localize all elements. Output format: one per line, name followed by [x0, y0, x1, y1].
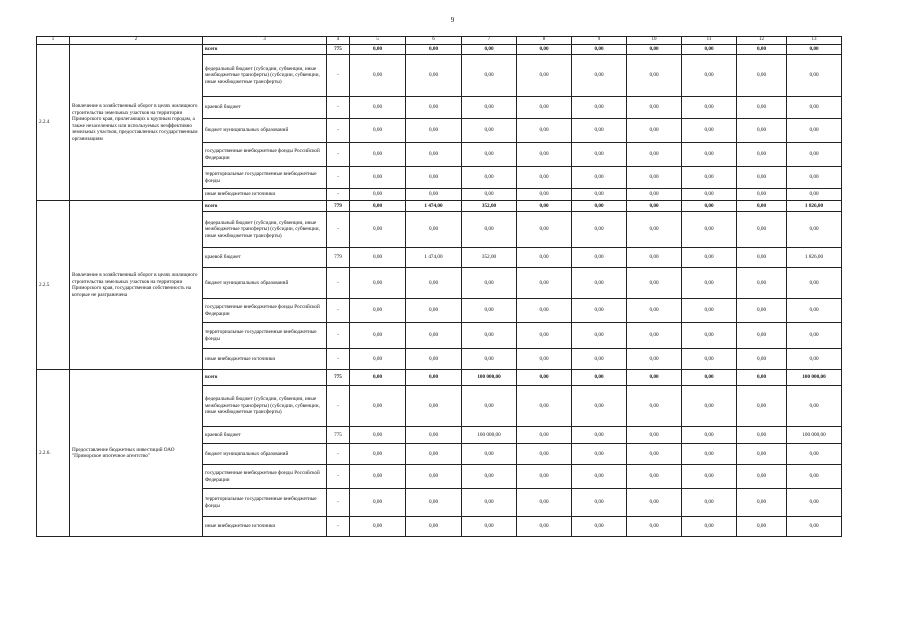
value-cell: 0,00	[517, 55, 572, 97]
item-code: 2.2.4	[37, 45, 70, 201]
funding-source: иные внебюджетные источники	[203, 517, 327, 537]
value-cell: 0,00	[627, 517, 682, 537]
value-cell: 0,00	[406, 349, 462, 370]
value-cell: 0,00	[572, 444, 627, 465]
value-cell: 0,00	[462, 167, 517, 189]
value-cell: 0,00	[737, 268, 787, 299]
value-cell: 0,00	[682, 268, 737, 299]
code-cell: 779	[327, 248, 350, 268]
funding-source: территориальные государственные внебюджетные фонды	[203, 489, 327, 517]
funding-source: территориальные государственные внебюджетные фонды	[203, 167, 327, 189]
value-cell: 0,00	[627, 201, 682, 212]
header-cell: 2	[70, 37, 203, 45]
funding-source: бюджет муниципальных образований	[203, 444, 327, 465]
value-cell: 0,00	[462, 489, 517, 517]
value-cell: 0,00	[350, 299, 406, 323]
value-cell: 0,00	[572, 299, 627, 323]
value-cell: 0,00	[572, 465, 627, 489]
value-cell: 0,00	[517, 323, 572, 349]
value-cell: 0,00	[572, 489, 627, 517]
value-cell: 0,00	[406, 323, 462, 349]
value-cell: 0,00	[682, 444, 737, 465]
value-cell: 0,00	[572, 427, 627, 444]
value-cell: 0,00	[737, 143, 787, 167]
header-cell: 10	[627, 37, 682, 45]
value-cell: 0,00	[737, 444, 787, 465]
value-cell: 0,00	[627, 489, 682, 517]
value-cell: 0,00	[517, 212, 572, 248]
value-cell: 0,00	[627, 444, 682, 465]
value-cell: 0,00	[350, 119, 406, 143]
value-cell: 0,00	[517, 427, 572, 444]
code-cell: -	[327, 97, 350, 119]
value-cell: 0,00	[737, 45, 787, 55]
value-cell: 0,00	[572, 386, 627, 427]
value-cell: 0,00	[350, 370, 406, 386]
value-cell: 0,00	[406, 268, 462, 299]
value-cell: 0,00	[572, 201, 627, 212]
value-cell: 0,00	[350, 55, 406, 97]
value-cell: 0,00	[572, 349, 627, 370]
value-cell: 0,00	[787, 517, 842, 537]
value-cell: 0,00	[572, 517, 627, 537]
value-cell: 0,00	[737, 517, 787, 537]
value-cell: 0,00	[350, 444, 406, 465]
value-cell: 0,00	[517, 489, 572, 517]
value-cell: 0,00	[406, 465, 462, 489]
value-cell: 0,00	[462, 55, 517, 97]
value-cell: 0,00	[572, 119, 627, 143]
code-cell: -	[327, 143, 350, 167]
value-cell: 0,00	[627, 349, 682, 370]
header-cell: 7	[462, 37, 517, 45]
value-cell: 0,00	[787, 386, 842, 427]
value-cell: 0,00	[682, 201, 737, 212]
value-cell: 0,00	[350, 97, 406, 119]
value-cell: 0,00	[517, 386, 572, 427]
value-cell: 0,00	[627, 248, 682, 268]
value-cell: 0,00	[627, 55, 682, 97]
value-cell: 0,00	[682, 143, 737, 167]
value-cell: 0,00	[737, 465, 787, 489]
funding-source: краевой бюджет	[203, 248, 327, 268]
value-cell: 0,00	[462, 349, 517, 370]
funding-source: федеральный бюджет (субсидии, субвенции, иные межбюджетные трансферты) (субсидии, субвенции, иные межбюджетные трансферты)	[203, 212, 327, 248]
value-cell: 0,00	[627, 323, 682, 349]
code-cell: -	[327, 268, 350, 299]
value-cell: 0,00	[627, 97, 682, 119]
value-cell: 0,00	[350, 201, 406, 212]
value-cell: 0,00	[517, 444, 572, 465]
value-cell: 0,00	[350, 248, 406, 268]
value-cell: 0,00	[787, 268, 842, 299]
value-cell: 0,00	[627, 386, 682, 427]
table-row	[37, 370, 842, 386]
funding-source: краевой бюджет	[203, 97, 327, 119]
value-cell: 0,00	[787, 167, 842, 189]
header-cell: 1	[37, 37, 70, 45]
value-cell: 0,00	[517, 45, 572, 55]
value-cell: 0,00	[350, 167, 406, 189]
value-cell: 0,00	[350, 349, 406, 370]
value-cell: 0,00	[350, 212, 406, 248]
value-cell: 1 474,00	[406, 201, 462, 212]
value-cell: 352,00	[462, 248, 517, 268]
value-cell: 0,00	[462, 45, 517, 55]
value-cell: 0,00	[406, 370, 462, 386]
code-cell: -	[327, 489, 350, 517]
value-cell: 0,00	[517, 268, 572, 299]
value-cell: 0,00	[406, 167, 462, 189]
value-cell: 0,00	[737, 212, 787, 248]
value-cell: 0,00	[350, 427, 406, 444]
item-code: 2.2.5	[37, 201, 70, 370]
funding-source: всего	[203, 201, 327, 212]
code-cell: -	[327, 55, 350, 97]
code-cell: -	[327, 349, 350, 370]
code-cell: -	[327, 119, 350, 143]
value-cell: 0,00	[737, 119, 787, 143]
value-cell: 0,00	[627, 212, 682, 248]
value-cell: 0,00	[462, 517, 517, 537]
value-cell: 0,00	[406, 119, 462, 143]
value-cell: 0,00	[627, 465, 682, 489]
funding-source: государственные внебюджетные фонды Российской Федерации	[203, 465, 327, 489]
value-cell: 0,00	[462, 189, 517, 201]
value-cell: 0,00	[572, 97, 627, 119]
funding-source: территориальные государственные внебюджетные фонды	[203, 323, 327, 349]
funding-source: федеральный бюджет (субсидии, субвенции, иные межбюджетные трансферты) (субсидии, субвенции, иные межбюджетные трансферты)	[203, 386, 327, 427]
value-cell: 0,00	[627, 167, 682, 189]
value-cell: 0,00	[350, 45, 406, 55]
value-cell: 0,00	[737, 299, 787, 323]
value-cell: 0,00	[350, 386, 406, 427]
value-cell: 0,00	[517, 189, 572, 201]
value-cell: 0,00	[787, 97, 842, 119]
header-cell: 5	[350, 37, 406, 45]
value-cell: 0,00	[682, 248, 737, 268]
value-cell: 0,00	[572, 167, 627, 189]
value-cell: 0,00	[682, 55, 737, 97]
value-cell: 0,00	[627, 370, 682, 386]
funding-source: иные внебюджетные источники	[203, 349, 327, 370]
value-cell: 0,00	[350, 189, 406, 201]
funding-source: государственные внебюджетные фонды Российской Федерации	[203, 299, 327, 323]
value-cell: 0,00	[737, 370, 787, 386]
value-cell: 0,00	[737, 323, 787, 349]
value-cell: 0,00	[737, 97, 787, 119]
value-cell: 0,00	[737, 55, 787, 97]
value-cell: 0,00	[517, 167, 572, 189]
value-cell: 0,00	[737, 427, 787, 444]
value-cell: 0,00	[462, 444, 517, 465]
value-cell: 0,00	[406, 189, 462, 201]
value-cell: 0,00	[350, 489, 406, 517]
value-cell: 0,00	[682, 349, 737, 370]
value-cell: 0,00	[627, 143, 682, 167]
code-cell: -	[327, 189, 350, 201]
funding-source: иные внебюджетные источники	[203, 189, 327, 201]
value-cell: 0,00	[737, 201, 787, 212]
code-cell: -	[327, 465, 350, 489]
value-cell: 0,00	[787, 143, 842, 167]
funding-source: государственные внебюджетные фонды Российской Федерации	[203, 143, 327, 167]
value-cell: 0,00	[682, 299, 737, 323]
value-cell: 0,00	[572, 370, 627, 386]
value-cell: 0,00	[572, 55, 627, 97]
funding-source: бюджет муниципальных образований	[203, 119, 327, 143]
value-cell: 0,00	[406, 97, 462, 119]
value-cell: 100 000,00	[462, 427, 517, 444]
value-cell: 0,00	[787, 55, 842, 97]
code-cell: -	[327, 444, 350, 465]
item-description: Вовлечение в хозяйственный оборот в целях жилищного строительства земельных участков на территории Приморского края, государственная собственность на которые не разграничена	[70, 201, 203, 370]
value-cell: 100 000,00	[462, 370, 517, 386]
code-cell: -	[327, 386, 350, 427]
value-cell: 0,00	[406, 386, 462, 427]
value-cell: 0,00	[682, 517, 737, 537]
header-cell: 12	[737, 37, 787, 45]
value-cell: 0,00	[627, 427, 682, 444]
value-cell: 0,00	[737, 489, 787, 517]
value-cell: 0,00	[682, 370, 737, 386]
value-cell: 0,00	[406, 444, 462, 465]
value-cell: 0,00	[787, 212, 842, 248]
value-cell: 0,00	[737, 248, 787, 268]
table-row	[37, 201, 842, 212]
table-row	[37, 45, 842, 55]
code-cell: -	[327, 517, 350, 537]
header-cell: 6	[406, 37, 462, 45]
value-cell: 0,00	[350, 517, 406, 537]
value-cell: 0,00	[737, 349, 787, 370]
header-cell: 11	[682, 37, 737, 45]
value-cell: 0,00	[462, 386, 517, 427]
value-cell: 0,00	[682, 212, 737, 248]
value-cell: 0,00	[350, 268, 406, 299]
code-cell: 775	[327, 45, 350, 55]
value-cell: 0,00	[406, 517, 462, 537]
value-cell: 0,00	[462, 299, 517, 323]
value-cell: 0,00	[517, 97, 572, 119]
value-cell: 0,00	[572, 323, 627, 349]
value-cell: 0,00	[517, 349, 572, 370]
value-cell: 0,00	[627, 299, 682, 323]
funding-source: федеральный бюджет (субсидии, субвенции, иные межбюджетные трансферты) (субсидии, субвенции, иные межбюджетные трансферты)	[203, 55, 327, 97]
code-cell: -	[327, 167, 350, 189]
value-cell: 0,00	[517, 299, 572, 323]
value-cell: 0,00	[517, 248, 572, 268]
value-cell: 1 474,00	[406, 248, 462, 268]
value-cell: 0,00	[517, 517, 572, 537]
funding-source: всего	[203, 370, 327, 386]
code-cell: -	[327, 323, 350, 349]
value-cell: 0,00	[787, 323, 842, 349]
value-cell: 0,00	[517, 201, 572, 212]
value-cell: 0,00	[517, 370, 572, 386]
value-cell: 0,00	[627, 268, 682, 299]
value-cell: 0,00	[406, 143, 462, 167]
header-row	[37, 37, 842, 45]
value-cell: 0,00	[627, 189, 682, 201]
code-cell: 779	[327, 201, 350, 212]
funding-source: бюджет муниципальных образований	[203, 268, 327, 299]
value-cell: 0,00	[787, 349, 842, 370]
header-cell: 4	[327, 37, 350, 45]
value-cell: 0,00	[787, 465, 842, 489]
value-cell: 0,00	[682, 386, 737, 427]
value-cell: 0,00	[627, 45, 682, 55]
value-cell: 0,00	[517, 119, 572, 143]
value-cell: 0,00	[406, 45, 462, 55]
header-cell: 13	[787, 37, 842, 45]
value-cell: 0,00	[787, 189, 842, 201]
value-cell: 0,00	[682, 489, 737, 517]
value-cell: 0,00	[682, 119, 737, 143]
code-cell: 775	[327, 427, 350, 444]
value-cell: 0,00	[406, 427, 462, 444]
value-cell: 0,00	[406, 212, 462, 248]
page-number: 9	[450, 16, 455, 24]
funding-source: всего	[203, 45, 327, 55]
value-cell: 0,00	[682, 189, 737, 201]
value-cell: 0,00	[517, 465, 572, 489]
value-cell: 0,00	[572, 268, 627, 299]
value-cell: 0,00	[682, 323, 737, 349]
budget-table	[36, 36, 842, 537]
value-cell: 0,00	[682, 465, 737, 489]
value-cell: 0,00	[462, 323, 517, 349]
value-cell: 0,00	[682, 97, 737, 119]
value-cell: 100 000,00	[787, 370, 842, 386]
value-cell: 0,00	[462, 97, 517, 119]
value-cell: 0,00	[462, 119, 517, 143]
value-cell: 0,00	[787, 119, 842, 143]
value-cell: 0,00	[350, 465, 406, 489]
value-cell: 0,00	[787, 45, 842, 55]
value-cell: 0,00	[787, 444, 842, 465]
code-cell: -	[327, 212, 350, 248]
item-code: 2.2.6.	[37, 370, 70, 537]
header-cell: 8	[517, 37, 572, 45]
value-cell: 0,00	[682, 427, 737, 444]
value-cell: 0,00	[737, 386, 787, 427]
value-cell: 1 826,00	[787, 248, 842, 268]
code-cell: 775	[327, 370, 350, 386]
value-cell: 0,00	[462, 465, 517, 489]
value-cell: 0,00	[406, 489, 462, 517]
item-description: Вовлечение в хозяйственный оборот в целях жилищного строительства земельных участков на территории Приморского края, прилегающих к крупным городам, а также незаселенных или используемых неэффективно земельных участков, предоставленных государственным организациям	[70, 45, 203, 201]
value-cell: 352,00	[462, 201, 517, 212]
funding-source: краевой бюджет	[203, 427, 327, 444]
value-cell: 0,00	[682, 167, 737, 189]
item-description: Предоставление бюджетных инвестиций ОАО "Приморское ипотечное агентство"	[70, 370, 203, 537]
value-cell: 100 000,00	[787, 427, 842, 444]
value-cell: 0,00	[350, 143, 406, 167]
value-cell: 0,00	[572, 45, 627, 55]
header-cell: 9	[572, 37, 627, 45]
value-cell: 0,00	[737, 167, 787, 189]
value-cell: 0,00	[627, 119, 682, 143]
value-cell: 0,00	[682, 45, 737, 55]
value-cell: 0,00	[517, 143, 572, 167]
value-cell: 0,00	[350, 323, 406, 349]
value-cell: 0,00	[462, 212, 517, 248]
value-cell: 0,00	[787, 299, 842, 323]
value-cell: 0,00	[572, 189, 627, 201]
value-cell: 0,00	[787, 489, 842, 517]
value-cell: 0,00	[462, 268, 517, 299]
header-cell: 3	[203, 37, 327, 45]
value-cell: 0,00	[406, 299, 462, 323]
value-cell: 0,00	[572, 248, 627, 268]
code-cell: -	[327, 299, 350, 323]
value-cell: 0,00	[406, 55, 462, 97]
value-cell: 0,00	[572, 143, 627, 167]
value-cell: 0,00	[572, 212, 627, 248]
value-cell: 1 826,00	[787, 201, 842, 212]
value-cell: 0,00	[737, 189, 787, 201]
value-cell: 0,00	[462, 143, 517, 167]
